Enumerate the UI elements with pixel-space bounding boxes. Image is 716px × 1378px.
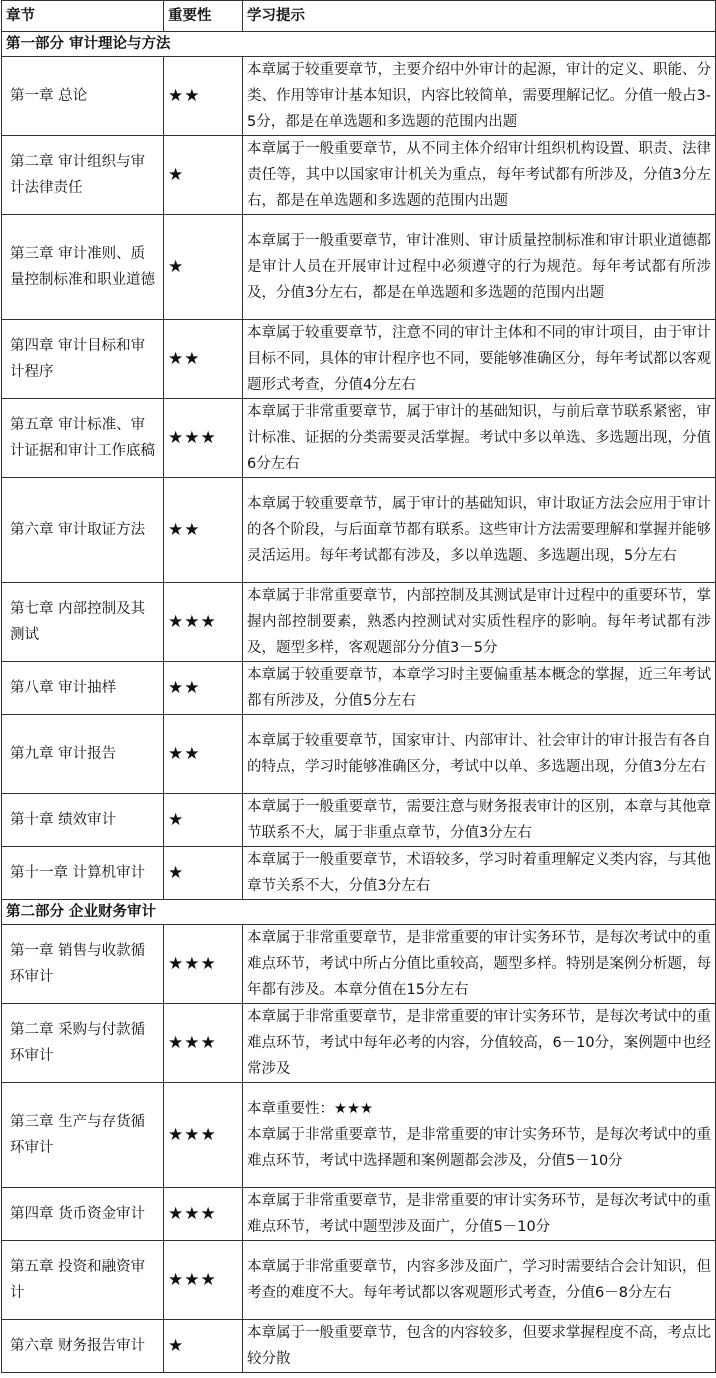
chapter-cell: 第四章 货币资金审计	[2, 1188, 164, 1241]
tip-cell: 本章属于非常重要章节，内部控制及其测试是审计过程中的重要环节，掌握内部控制要素，熟悉内控测试对实质性程序的影响。每年考试都有涉及，题型多样，客观题部分分值3－5分	[243, 583, 716, 662]
chapter-cell: 第五章 审计标准、审计证据和审计工作底稿	[2, 399, 164, 478]
header-chapter: 章节	[2, 1, 164, 32]
table-row	[2, 1004, 716, 1083]
chapter-cell: 第三章 生产与存货循环审计	[2, 1083, 164, 1188]
tip-cell: 本章属于较重要章节，属于审计的基础知识，审计取证方法会应用于审计的各个阶段，与后面章节都有联系。这些审计方法需要理解和掌握并能够灵活运用。每年考试都有涉及，多以单选题、多选题出现，5分左右	[243, 478, 716, 583]
tip-cell: 本章属于一般重要章节，需要注意与财务报表审计的区别，本章与其他章节联系不大，属于非重点章节，分值3分左右	[243, 794, 716, 847]
chapter-cell: 第十章 绩效审计	[2, 794, 164, 847]
chapter-cell: 第七章 内部控制及其测试	[2, 583, 164, 662]
chapter-cell: 第六章 审计取证方法	[2, 478, 164, 583]
table-row	[2, 57, 716, 136]
tip-cell: 本章属于非常重要章节，是非常重要的审计实务环节，是每次考试中的重难点环节，考试中所占分值比重较高，题型多样。特别是案例分析题，每年都有涉及。本章分值在15分左右	[243, 925, 716, 1004]
header-importance: 重要性	[164, 1, 243, 32]
tip-cell: 本章属于一般重要章节，审计准则、审计质量控制标准和审计职业道德都是审计人员在开展审计过程中必须遵守的行为规范。每年考试都有所涉及，分值3分左右，都是在单选题和多选题的范围内出题	[243, 215, 716, 320]
table-row	[2, 1241, 716, 1320]
part-title: 第二部分 企业财务审计	[2, 900, 716, 925]
tip-cell: 本章属于较重要章节，国家审计、内部审计、社会审计的审计报告有各自的特点，学习时能够准确区分，考试中以单、多选题出现，分值3分左右	[243, 715, 716, 794]
tip-cell: 本章属于非常重要章节，属于审计的基础知识，与前后章节联系紧密，审计标准、证据的分类需要灵活掌握。考试中多以单选、多选题出现，分值6分左右	[243, 399, 716, 478]
table-row	[2, 925, 716, 1004]
tip-cell: 本章属于非常重要章节，内容多涉及面广，学习时需要结合会计知识，但考查的难度不大。每年考试都以客观题形式考查，分值6－8分左右	[243, 1241, 716, 1320]
tip-cell: 本章属于一般重要章节，从不同主体介绍审计组织机构设置、职责、法律责任等，其中以国家审计机关为重点，每年考试都有所涉及，分值3分左右，都是在单选题和多选题的范围内出题	[243, 136, 716, 215]
tip-cell	[243, 1083, 716, 1188]
chapter-cell: 第一章 销售与收款循环审计	[2, 925, 164, 1004]
stars-cell: ★★★	[164, 1241, 243, 1320]
tip-cell: 本章属于一般重要章节，术语较多，学习时着重理解定义类内容，与其他章节关系不大，分值3分左右	[243, 847, 716, 900]
table-row	[2, 320, 716, 399]
tip-cell: 本章属于非常重要章节，是非常重要的审计实务环节，是每次考试中的重难点环节，考试中题型涉及面广，分值5－10分	[243, 1188, 716, 1241]
tip-cell: 本章属于一般重要章节，包含的内容较多，但要求掌握程度不高，考点比较分散	[243, 1320, 716, 1373]
part-row	[2, 32, 716, 57]
importance-note: 本章重要性：★★★	[247, 1101, 373, 1117]
stars-cell: ★★	[164, 715, 243, 794]
stars-cell: ★★★	[164, 1188, 243, 1241]
stars-cell: ★★★	[164, 1004, 243, 1083]
stars-cell: ★	[164, 794, 243, 847]
stars-cell: ★	[164, 847, 243, 900]
table-row	[2, 399, 716, 478]
chapter-cell: 第五章 投资和融资审计	[2, 1241, 164, 1320]
table-row	[2, 1188, 716, 1241]
header-row	[2, 1, 716, 32]
chapter-cell: 第二章 审计组织与审计法律责任	[2, 136, 164, 215]
table-row	[2, 847, 716, 900]
stars-cell: ★★	[164, 478, 243, 583]
table-row	[2, 794, 716, 847]
table-row	[2, 583, 716, 662]
table-row	[2, 662, 716, 715]
stars-cell: ★★★	[164, 583, 243, 662]
tip-cell: 本章属于较重要章节，注意不同的审计主体和不同的审计项目，由于审计目标不同，具体的审计程序也不同，要能够准确区分，每年考试都以客观题形式考查，分值4分左右	[243, 320, 716, 399]
stars-cell: ★★	[164, 57, 243, 136]
chapter-cell: 第八章 审计抽样	[2, 662, 164, 715]
table-row	[2, 215, 716, 320]
table-row	[2, 1083, 716, 1188]
chapter-cell: 第九章 审计报告	[2, 715, 164, 794]
chapter-cell: 第四章 审计目标和审计程序	[2, 320, 164, 399]
stars-cell: ★★★	[164, 399, 243, 478]
stars-cell: ★★	[164, 320, 243, 399]
table-row	[2, 1320, 716, 1373]
tip-cell: 本章属于较重要章节，本章学习时主要偏重基本概念的掌握，近三年考试都有所涉及，分值5分左右	[243, 662, 716, 715]
table-row	[2, 136, 716, 215]
chapter-cell: 第六章 财务报告审计	[2, 1320, 164, 1373]
table-row	[2, 715, 716, 794]
table-row	[2, 478, 716, 583]
stars-cell: ★	[164, 136, 243, 215]
chapter-cell: 第一章 总论	[2, 57, 164, 136]
tip-cell: 本章属于非常重要章节，是非常重要的审计实务环节，是每次考试中的重难点环节，考试中每年必考的内容，分值较高，6－10分，案例题中也经常涉及	[243, 1004, 716, 1083]
header-tips: 学习提示	[243, 1, 716, 32]
part-title: 第一部分 审计理论与方法	[2, 32, 716, 57]
stars-cell: ★	[164, 1320, 243, 1373]
stars-cell: ★	[164, 215, 243, 320]
chapter-cell: 第三章 审计准则、质量控制标准和职业道德	[2, 215, 164, 320]
stars-cell: ★★	[164, 662, 243, 715]
stars-cell: ★★★	[164, 1083, 243, 1188]
part-row	[2, 900, 716, 925]
chapter-cell: 第十一章 计算机审计	[2, 847, 164, 900]
chapter-cell: 第二章 采购与付款循环审计	[2, 1004, 164, 1083]
study-guide-table	[1, 0, 716, 1373]
tip-cell: 本章属于较重要章节，主要介绍中外审计的起源，审计的定义、职能、分类、作用等审计基本知识，内容比较简单，需要理解记忆。分值一般占3-5分，都是在单选题和多选题的范围内出题	[243, 57, 716, 136]
tip-text: 本章属于非常重要章节，是非常重要的审计实务环节，是每次考试中的重难点环节，考试中选择题和案例题都会涉及，分值5－10分	[247, 1127, 711, 1169]
stars-cell: ★★★	[164, 925, 243, 1004]
